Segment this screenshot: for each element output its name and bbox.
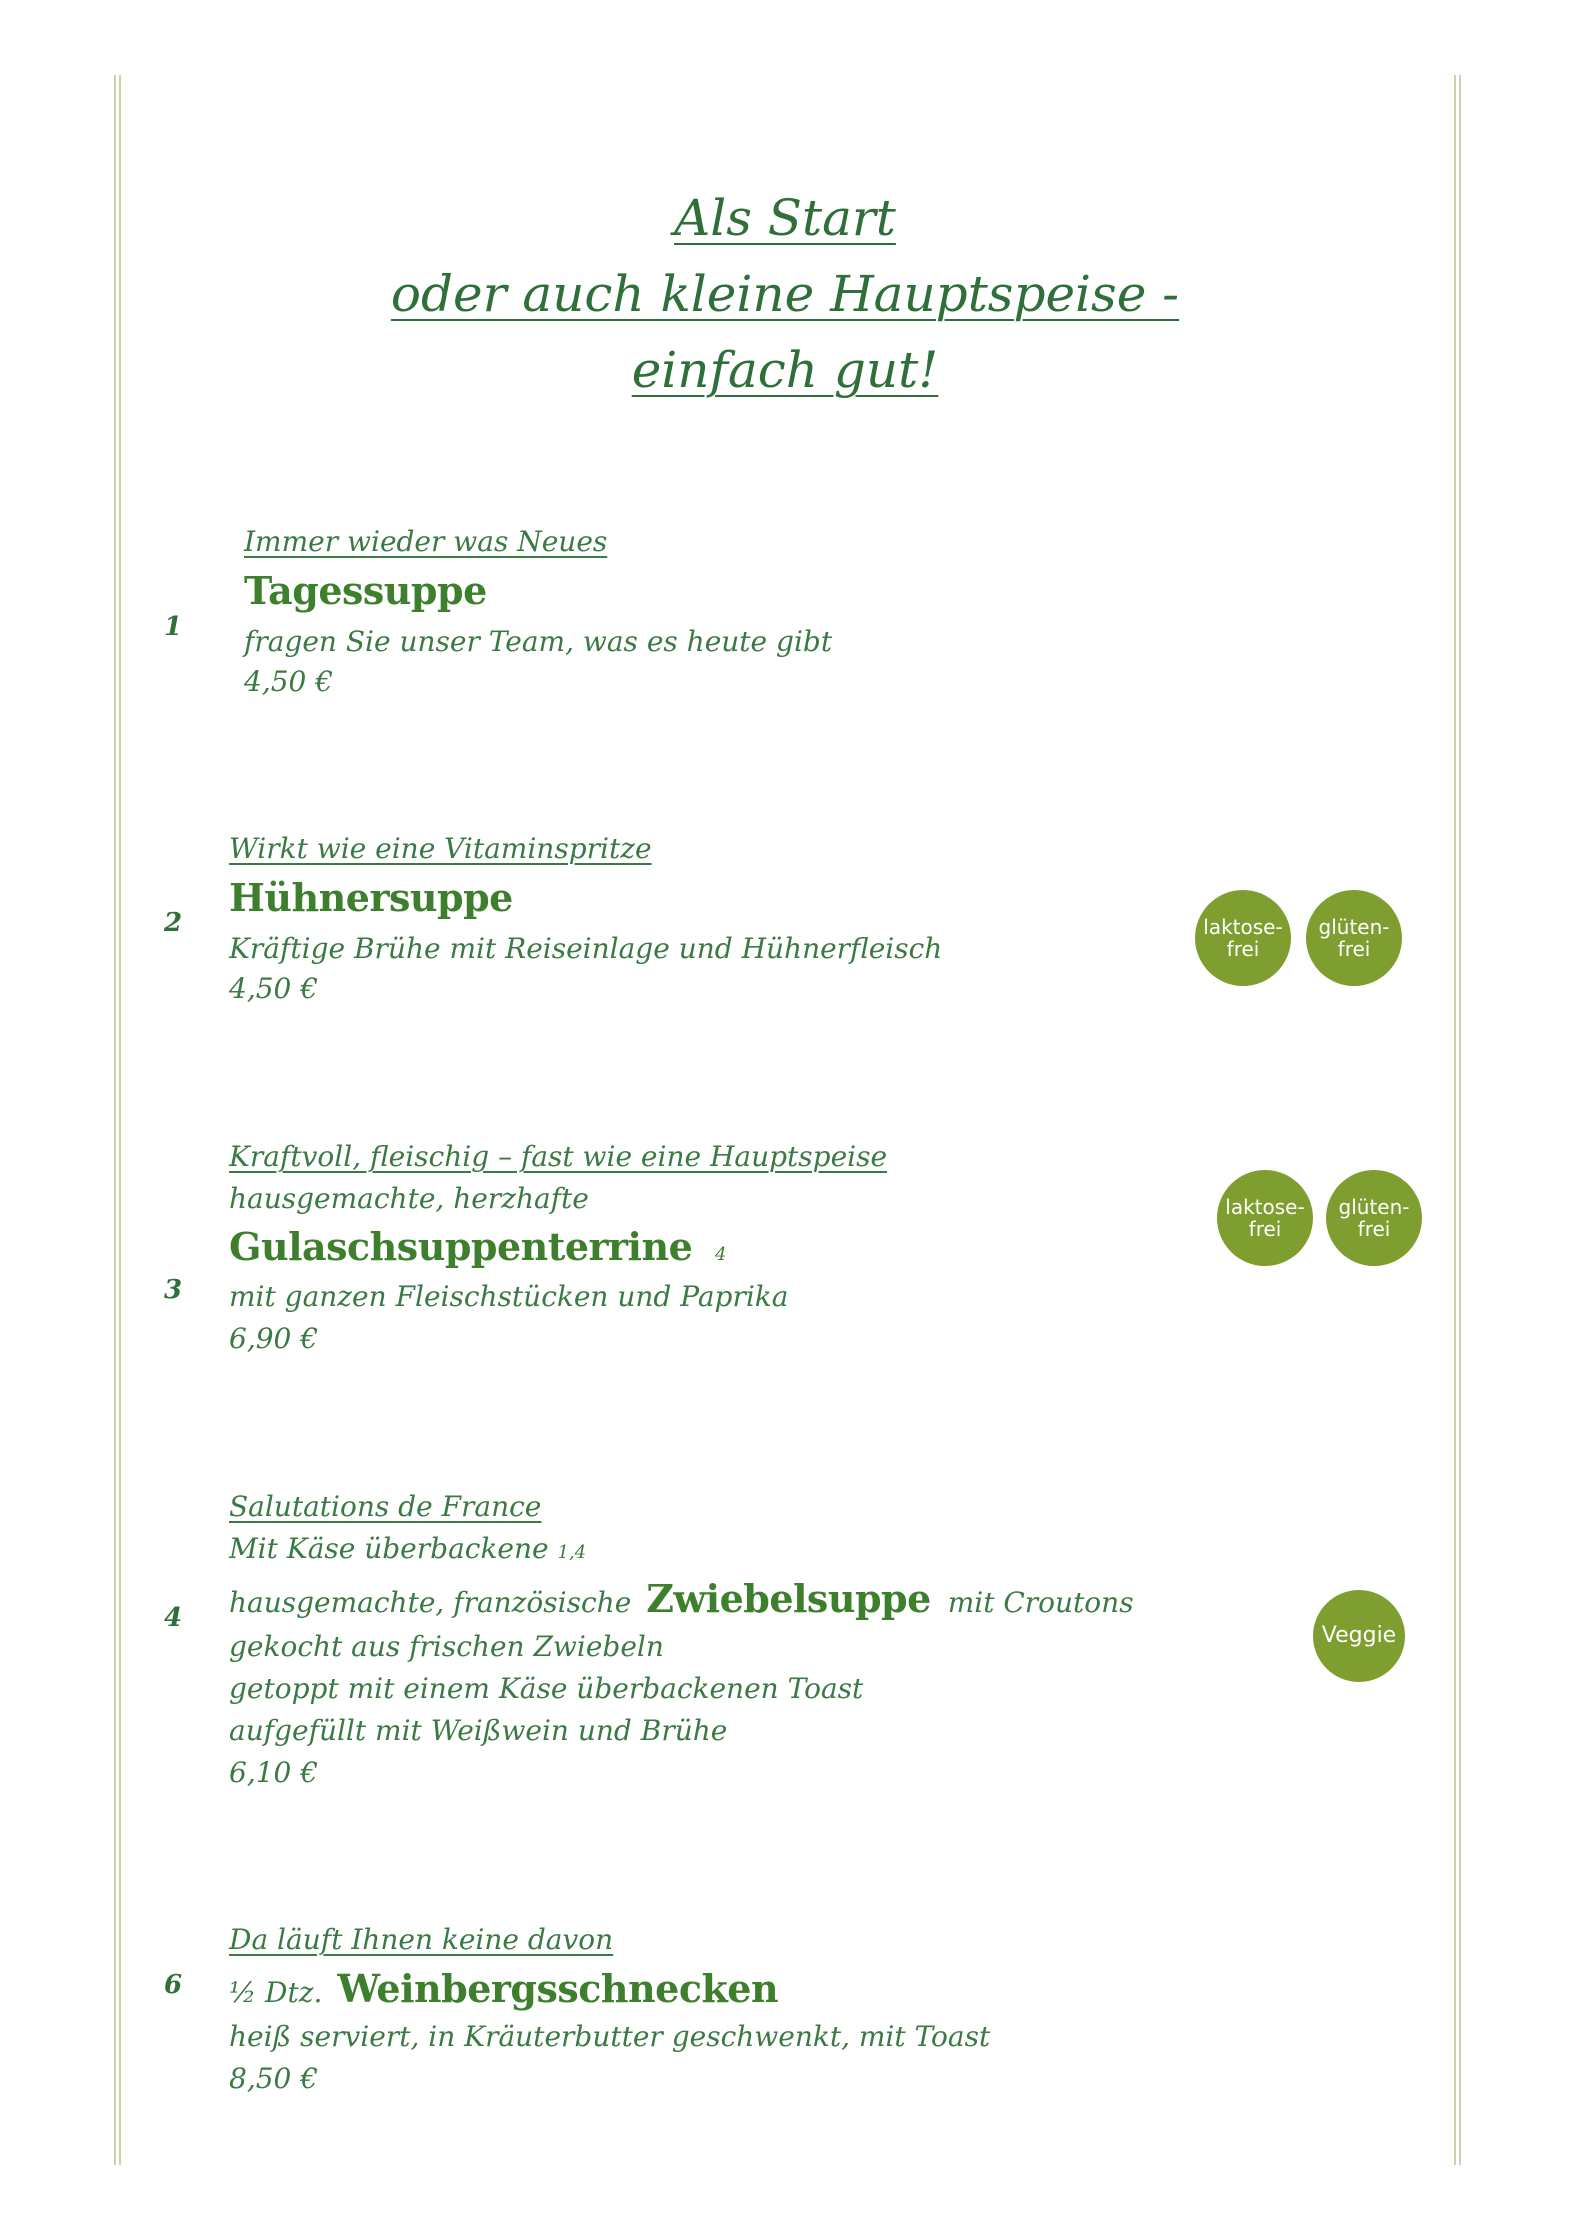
badge-text: frei bbox=[1337, 937, 1371, 961]
item-tagline: Wirkt wie eine Vitaminspritze bbox=[229, 832, 652, 865]
badge-text: frei bbox=[1357, 1217, 1391, 1241]
item-pre-text: hausgemachte, herzhafte bbox=[229, 1182, 589, 1215]
item-number: 2 bbox=[164, 908, 183, 938]
item-number: 6 bbox=[164, 1970, 183, 2000]
item-name-row bbox=[229, 1576, 1134, 1621]
badge-text: laktose- bbox=[1203, 915, 1283, 939]
item-description-3: aufgefüllt mit Weißwein und Brühe bbox=[229, 1714, 728, 1747]
badge-text: glüten- bbox=[1338, 1195, 1410, 1219]
item-price: 4,50 € bbox=[244, 665, 334, 698]
item-name: Gulaschsuppenterrine bbox=[229, 1224, 693, 1269]
item-tagline: Immer wieder was Neues bbox=[244, 525, 608, 558]
item-price: 8,50 € bbox=[229, 2062, 319, 2095]
item-pre-text bbox=[229, 1532, 586, 1565]
item-name: Zwiebelsuppe bbox=[646, 1576, 931, 1621]
gluten-free-badge-icon bbox=[1306, 890, 1402, 986]
badge-text: frei bbox=[1248, 1217, 1282, 1241]
item-description: Kräftige Brühe mit Reiseinlage und Hühnerfleisch bbox=[229, 932, 943, 965]
item-number: 4 bbox=[164, 1603, 183, 1633]
item-price: 6,90 € bbox=[229, 1322, 319, 1355]
badge-text: laktose- bbox=[1225, 1195, 1305, 1219]
item-quantity: ½ Dtz. bbox=[229, 1976, 323, 2009]
title-line-2: oder auch kleine Hauptspeise - bbox=[390, 265, 1180, 323]
item-description-2: getoppt mit einem Käse überbackenen Toast bbox=[229, 1672, 864, 1705]
veggie-badge-icon bbox=[1313, 1590, 1405, 1682]
item-trail-text: mit Croutons bbox=[947, 1586, 1134, 1619]
allergen-note: 1,4 bbox=[557, 1542, 587, 1563]
item-name: Hühnersuppe bbox=[229, 875, 513, 920]
lactose-free-badge-icon bbox=[1195, 890, 1291, 986]
page-title bbox=[0, 180, 1570, 408]
allergen-note: 4 bbox=[715, 1244, 726, 1265]
item-tagline: Da läuft Ihnen keine davon bbox=[229, 1923, 614, 1956]
item-name: Weinbergsschnecken bbox=[337, 1966, 779, 2011]
item-pre: Mit Käse überbackene bbox=[229, 1532, 549, 1565]
item-name-row bbox=[229, 1966, 778, 2011]
badge-text: glüten- bbox=[1318, 915, 1390, 939]
item-name-row bbox=[229, 1224, 726, 1269]
item-lead-text: hausgemachte, französische bbox=[229, 1586, 632, 1619]
item-tagline: Salutations de France bbox=[229, 1490, 542, 1523]
item-description: heiß serviert, in Kräuterbutter geschwenkt, mit Toast bbox=[229, 2020, 991, 2053]
item-price: 6,10 € bbox=[229, 1756, 319, 1789]
item-number: 3 bbox=[164, 1275, 183, 1305]
item-description-1: gekocht aus frischen Zwiebeln bbox=[229, 1630, 664, 1663]
item-price: 4,50 € bbox=[229, 972, 319, 1005]
item-tagline: Kraftvoll, fleischig – fast wie eine Hauptspeise bbox=[229, 1140, 888, 1173]
gluten-free-badge-icon bbox=[1326, 1170, 1422, 1266]
item-description: fragen Sie unser Team, was es heute gibt bbox=[244, 625, 833, 658]
lactose-free-badge-icon bbox=[1217, 1170, 1313, 1266]
badge-text: frei bbox=[1226, 937, 1260, 961]
item-description: mit ganzen Fleischstücken und Paprika bbox=[229, 1280, 789, 1313]
item-name: Tagessuppe bbox=[244, 568, 487, 613]
item-number: 1 bbox=[164, 612, 183, 642]
title-line-3: einfach gut! bbox=[631, 341, 939, 399]
title-line-1: Als Start bbox=[674, 189, 896, 247]
badge-text: Veggie bbox=[1321, 1623, 1397, 1648]
